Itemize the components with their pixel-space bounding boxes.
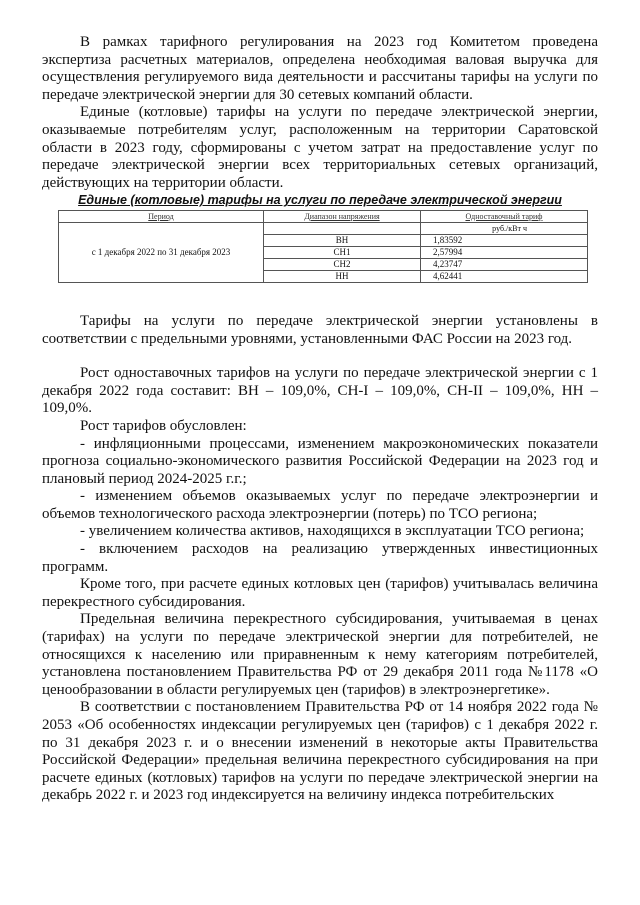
- range-cell: НН: [264, 270, 421, 282]
- paragraph-growth: Рост одноставочных тарифов на услуги по передаче электрической энергии с 1 декабря 2022 года составит: ВН – 109,0%, СН-I – 109,0%, СН-II – 109,0%, НН – 109,0%.: [42, 365, 598, 417]
- value-cell: 4,23747: [421, 258, 588, 270]
- paragraph-decree: В соответствии с постановлением Правительства РФ от 14 ноября 2022 года № 2053 «Об особенностях индексации регулируемых цен (тарифов) с 1 декабря 2022 г. по 31 декабря 2023 г. и о внесении изменений в некоторые акты Правительства Российской Федерации» предельная величина перекрестного субсидирования на при расчете единых (котловых) тарифов на услуги по передаче электрической энергии на декабрь 2022 г. и 2023 год индексируется на величину индекса потребительских: [42, 699, 598, 804]
- table-unit-row: [59, 222, 588, 234]
- list-item: - изменением объемов оказываемых услуг по передаче электроэнергии и объемов технологического расхода электроэнергии (потерь) по ТСО региона;: [42, 488, 598, 522]
- list-item: - включением расходов на реализацию утвержденных инвестиционных программ.: [42, 541, 598, 575]
- table-title: Единые (котловые) тарифы на услуги по передаче электрической энергии: [78, 193, 562, 208]
- list-item: - увеличением количества активов, находящихся в эксплуатации ТСО региона;: [80, 523, 585, 540]
- unit-spacer: [264, 222, 421, 234]
- value-cell: 1,83592: [421, 234, 588, 246]
- paragraph-limits: Тарифы на услуги по передаче электрической энергии установлены в соответствии с предельными уровнями, установленными ФАС России на 2023 год.: [42, 312, 598, 347]
- period-cell: с 1 декабря 2022 по 31 декабря 2023: [59, 222, 264, 282]
- spacer: [42, 283, 598, 313]
- range-cell: СН1: [264, 246, 421, 258]
- unit-cell: руб./кВт ч: [421, 222, 588, 234]
- tariff-table: [58, 210, 588, 283]
- table-header-row: [59, 210, 588, 222]
- value-cell: 2,57994: [421, 246, 588, 258]
- header-voltage-range: Диапазон напряжения: [264, 210, 421, 222]
- paragraph-cross-subsidy: Кроме того, при расчете единых котловых цен (тарифов) учитывалась величина перекрестного субсидирования.: [42, 576, 598, 610]
- list-item: - инфляционными процессами, изменением макроэкономических показатели прогноза социально-экономического развития Российской Федерации на 2023 год и плановый период 2024-2025 г.г.;: [42, 435, 598, 487]
- growth-reasons-heading: Рост тарифов обусловлен:: [80, 417, 247, 434]
- document-body: [42, 34, 598, 805]
- header-period: Период: [59, 210, 264, 222]
- value-cell: 4,62441: [421, 270, 588, 282]
- paragraph-expertise: В рамках тарифного регулирования на 2023 год Комитетом проведена экспертиза расчетных материалов, определена необходимая валовая выручка для осуществления регулируемого вида деятельности и рассчитаны тарифы на услуги по передаче электрической энергии для 30 сетевых компаний области.: [42, 34, 598, 103]
- paragraph-limit-value: Предельная величина перекрестного субсидирования, учитываемая в ценах (тарифах) на услуги по передаче электрической энергии для потребителей, не относящихся к населению или приравненным к нему категориям потребителей, установлена постановлением Правительства РФ от 29 декабря 2011 года №1178 «О ценообразовании в области регулируемых цен (тарифов) в электроэнергетике».: [42, 611, 598, 698]
- paragraph-unified-tariffs: Единые (котловые) тарифы на услуги по передаче электрической энергии, оказываемые потребителям услуг, расположенным на территории Саратовской области в 2023 году, сформированы с учетом затрат на предоставление услуг по передаче электрической энергии всех территориальных сетевых организаций, действующих на территории области.: [42, 104, 598, 191]
- range-cell: СН2: [264, 258, 421, 270]
- header-tariff: Одноставочный тариф: [421, 210, 588, 222]
- range-cell: ВН: [264, 234, 421, 246]
